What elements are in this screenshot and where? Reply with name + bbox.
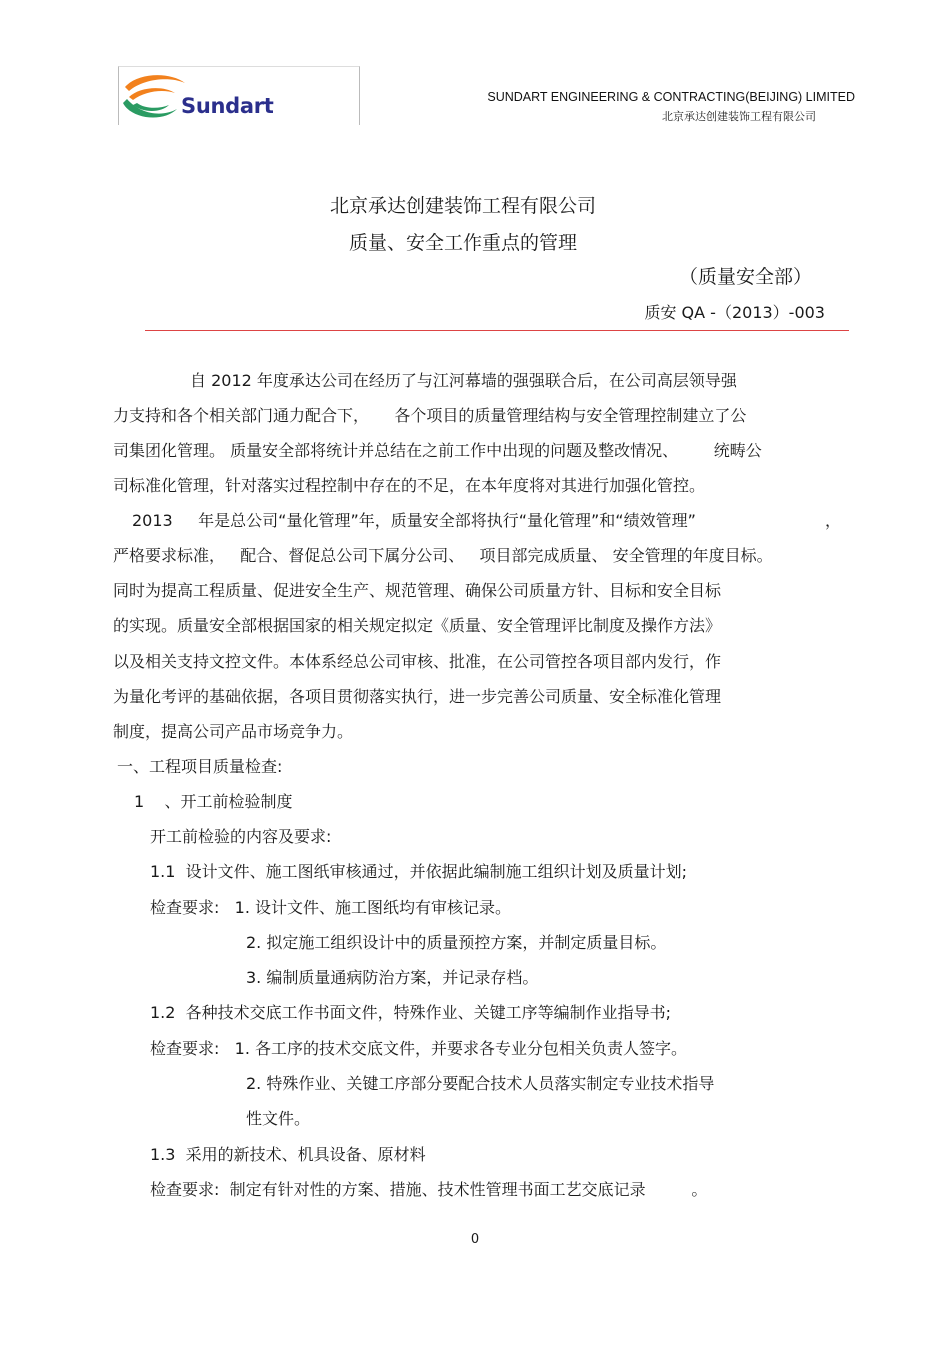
list-item: 2. 拟定施工组织设计中的质量预控方案，并制定质量目标。 bbox=[246, 933, 667, 952]
subsection-heading: 1 、开工前检验制度 bbox=[134, 792, 293, 811]
body-line: 力支持和各个相关部门通力配合下， 各个项目的质量管理结构与安全管理控制建立了公 bbox=[113, 406, 747, 425]
list-item: 1.2 各种技术交底工作书面文件，特殊作业、关键工序等编制作业指导书; bbox=[150, 1003, 672, 1022]
body-line: 严格要求标准， 配合、督促总公司下属分公司、 项目部完成质量、 安全管理的年度目标。 bbox=[113, 546, 773, 565]
body-line: 为量化考评的基础依据，各项目贯彻落实执行，进一步完善公司质量、安全标准化管理 bbox=[113, 687, 722, 706]
department-label: （质量安全部） bbox=[678, 266, 812, 288]
list-item: 3. 编制质量通病防治方案，并记录存档。 bbox=[246, 968, 539, 987]
list-item: 2. 特殊作业、关键工序部分要配合技术人员落实制定专业技术指导 bbox=[246, 1074, 715, 1093]
list-item: 1.3 采用的新技术、机具设备、原材料 bbox=[150, 1145, 426, 1164]
section-heading: 一、工程项目质量检查: bbox=[117, 757, 283, 776]
page-number: 0 bbox=[470, 1232, 480, 1247]
company-name-cn: 北京承达创建装饰工程有限公司 bbox=[662, 110, 816, 123]
list-item: 检查要求: 1. 设计文件、施工图纸均有审核记录。 bbox=[150, 898, 512, 917]
body-line: 司标准化管理，针对落实过程控制中存在的不足，在本年度将对其进行加强化管控。 bbox=[113, 476, 706, 495]
body-line: 自 2012 年度承达公司在经历了与江河幕墙的强强联合后，在公司高层领导强 bbox=[190, 371, 737, 390]
document-title-company: 北京承达创建装饰工程有限公司 bbox=[329, 195, 596, 217]
body-line: 以及相关支持文控文件。本体系经总公司审核、批准，在公司管控各项目部内发行，作 bbox=[113, 652, 722, 671]
list-item: 性文件。 bbox=[246, 1109, 311, 1128]
logo-text: Sundart bbox=[181, 94, 274, 118]
body-line: 2013 年是总公司“量化管理”年，质量安全部将执行“量化管理”和“绩效管理” bbox=[132, 511, 696, 530]
list-item: 检查要求: 1. 各工序的技术交底文件，并要求各专业分包相关负责人签字。 bbox=[150, 1039, 688, 1058]
document-number: 质安 QA -（2013）-003 bbox=[644, 303, 825, 322]
company-name-en: SUNDART ENGINEERING & CONTRACTING(BEIJING) LIMITED bbox=[487, 90, 855, 104]
company-logo bbox=[118, 66, 360, 125]
list-item: 1.1 设计文件、施工图纸审核通过，并依据此编制施工组织计划及质量计划; bbox=[150, 862, 688, 881]
body-line: 司集团化管理。 质量安全部将统计并总结在之前工作中出现的问题及整改情况、 统畴公 bbox=[113, 441, 762, 460]
body-line: 开工前检验的内容及要求: bbox=[150, 827, 332, 846]
body-line: 同时为提高工程质量、促进安全生产、规范管理、确保公司质量方针、目标和安全目标 bbox=[113, 581, 722, 600]
body-line: 的实现。质量安全部根据国家的相关规定拟定《质量、安全管理评比制度及操作方法》 bbox=[113, 616, 722, 635]
document-title-subject: 质量、安全工作重点的管理 bbox=[348, 232, 577, 254]
header-divider bbox=[145, 330, 849, 331]
body-line: 制度，提高公司产品市场竞争力。 bbox=[113, 722, 354, 741]
list-item: 检查要求: 制定有针对性的方案、措施、技术性管理书面工艺交底记录 。 bbox=[150, 1180, 708, 1199]
body-line: ， bbox=[825, 511, 842, 530]
